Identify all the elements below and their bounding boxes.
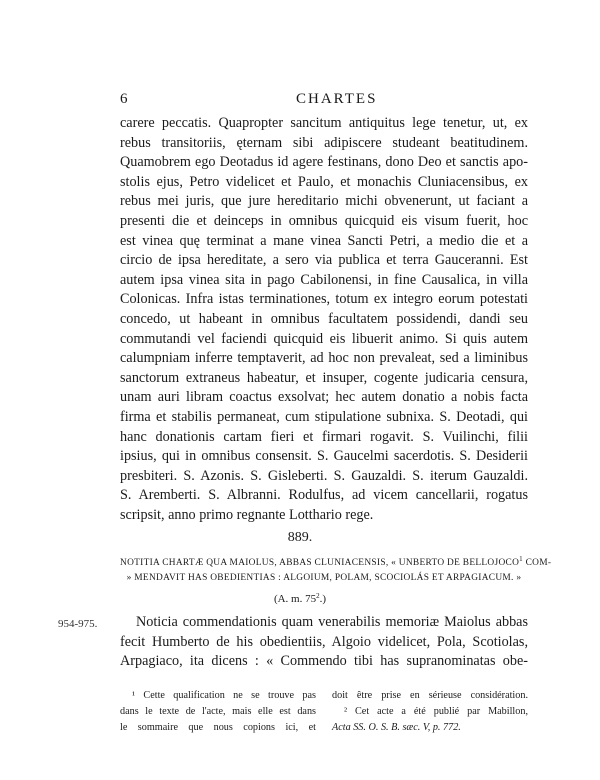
text-line: stolis ejus, Petro videlicet et Paulo, et monachis Cluniacensibus, ex — [120, 173, 528, 190]
text-line: sanctorum extraneus habeatur, et insuper, cogente judicaria censura, — [120, 369, 528, 386]
date-text: .) — [319, 593, 327, 605]
text-line: circio de ipsa hereditate, a sero via publica et terra Gauceranni. Est — [120, 252, 528, 269]
charter-heading — [120, 552, 552, 586]
text-line: est vinea quę terminat a mane vinea Sancti Petri, a medio die et a — [120, 232, 528, 249]
text-line: rebus mei juris, que jure hereditario michi obvenerunt, ut faciant a — [120, 193, 528, 210]
text-line: scripsit, anno primo regnante Lotthario rege. — [120, 506, 374, 523]
text-line: Quamobrem ego Deotadus id agere festinans, dono Deo et sanctis apo- — [120, 154, 528, 171]
footnotes-left-column — [120, 688, 316, 736]
heading-line — [120, 552, 552, 571]
text-line: commutandi vel faciendi quicquid eis libuerit animo. Si quis autem — [120, 330, 528, 347]
text-line: fecit Humberto de his obedientiis, Algoio videlicet, Pola, Scotiolas, — [120, 633, 528, 650]
page-number: 6 — [120, 91, 128, 107]
date-text: (A. m. 75 — [273, 593, 317, 605]
text-line: Arpagiaco, ita dicens : « Commendo tibi has supranominatas obe- — [120, 653, 528, 670]
text-line: concedo, ut habeant in omnibus facultatem possidendi, dandi seu — [120, 310, 528, 327]
heading-line: » MENDAVIT HAS OBEDIENTIAS : ALGOIUM, POLAM, SCOCIOLÁS ET ARPAGIACUM. » — [126, 573, 522, 583]
text-line: hanc donationis cartam fieri et firmari rogavit. S. Vuilinchi, filii — [120, 428, 528, 445]
margin-date: 954-975. — [58, 618, 98, 630]
charter-number: 889. — [287, 530, 313, 545]
text-line: firma et stabilis permaneat, cum stipulatione subnixa. S. Deotadi, qui — [120, 408, 528, 425]
text-line: carere peccatis. Quapropter sancitum antiquitus lege tenetur, ut, ex — [120, 115, 528, 131]
footnote-ref: 1 — [519, 555, 523, 563]
footnotes — [120, 688, 528, 736]
footnote-ref: 2 — [316, 592, 320, 600]
text-line: ipsius, qui in omnibus consensit. S. Gaucelmi sacerdotis. S. Desiderii — [120, 448, 528, 465]
footnote-line: dans le texte de l'acte, mais elle est dans — [120, 706, 316, 717]
charter-888-text — [120, 114, 528, 525]
footnotes-right-column — [332, 688, 528, 736]
text-line: presbiteri. S. Azonis. S. Gisleberti. S. Gauzaldi. S. iterum Gauzaldi. — [120, 467, 528, 484]
text-line: rebus transitoriis, ęternam sibi adipiscere studeant beatitudinem. — [120, 134, 528, 151]
charter-date — [0, 592, 600, 605]
footnote-line: ² Cet acte a été publié par Mabillon, — [344, 706, 528, 717]
text-line: autem ipsa vinea sita in pago Cabilonensi, in fine Causalica, in villa — [120, 271, 528, 288]
footnote-line: doit être prise en sérieuse considération. — [332, 690, 528, 701]
footnote-line: le sommaire que nous copions ici, et — [120, 722, 316, 733]
heading-text: COM- — [522, 558, 552, 568]
footnote-line: ¹ Cette qualification ne se trouve pas — [132, 690, 316, 701]
text-line: Colonicas. Infra istas terminationes, totum ex integro eorum potestati — [120, 291, 528, 308]
text-line: Noticia commendationis quam venerabilis memoriæ Maiolus abbas — [136, 614, 528, 630]
text-line: calumpniam inferre temptaverit, ad hoc non prevaleat, sed a liminibus — [120, 350, 528, 367]
text-line: presenti die et deinceps in omnibus quicquid eis visum fuerit, hoc — [120, 212, 528, 229]
charter-889-text — [120, 613, 528, 672]
heading-text: NOTITIA CHARTÆ QUA MAIOLUS, ABBAS CLUNIACENSIS, « UNBERTO DE BELLOJOCO — [120, 558, 520, 568]
running-head: CHARTES — [296, 91, 378, 107]
text-line: S. Aremberti. S. Albranni. Rodulfus, ad vicem cancellarii, rogatus — [120, 487, 528, 504]
footnote-line: Acta SS. O. S. B. sæc. V, p. 772. — [332, 722, 461, 733]
text-line: unam auri libram coactus exsolvat; hec autem donatio a nobis facta — [120, 389, 528, 406]
